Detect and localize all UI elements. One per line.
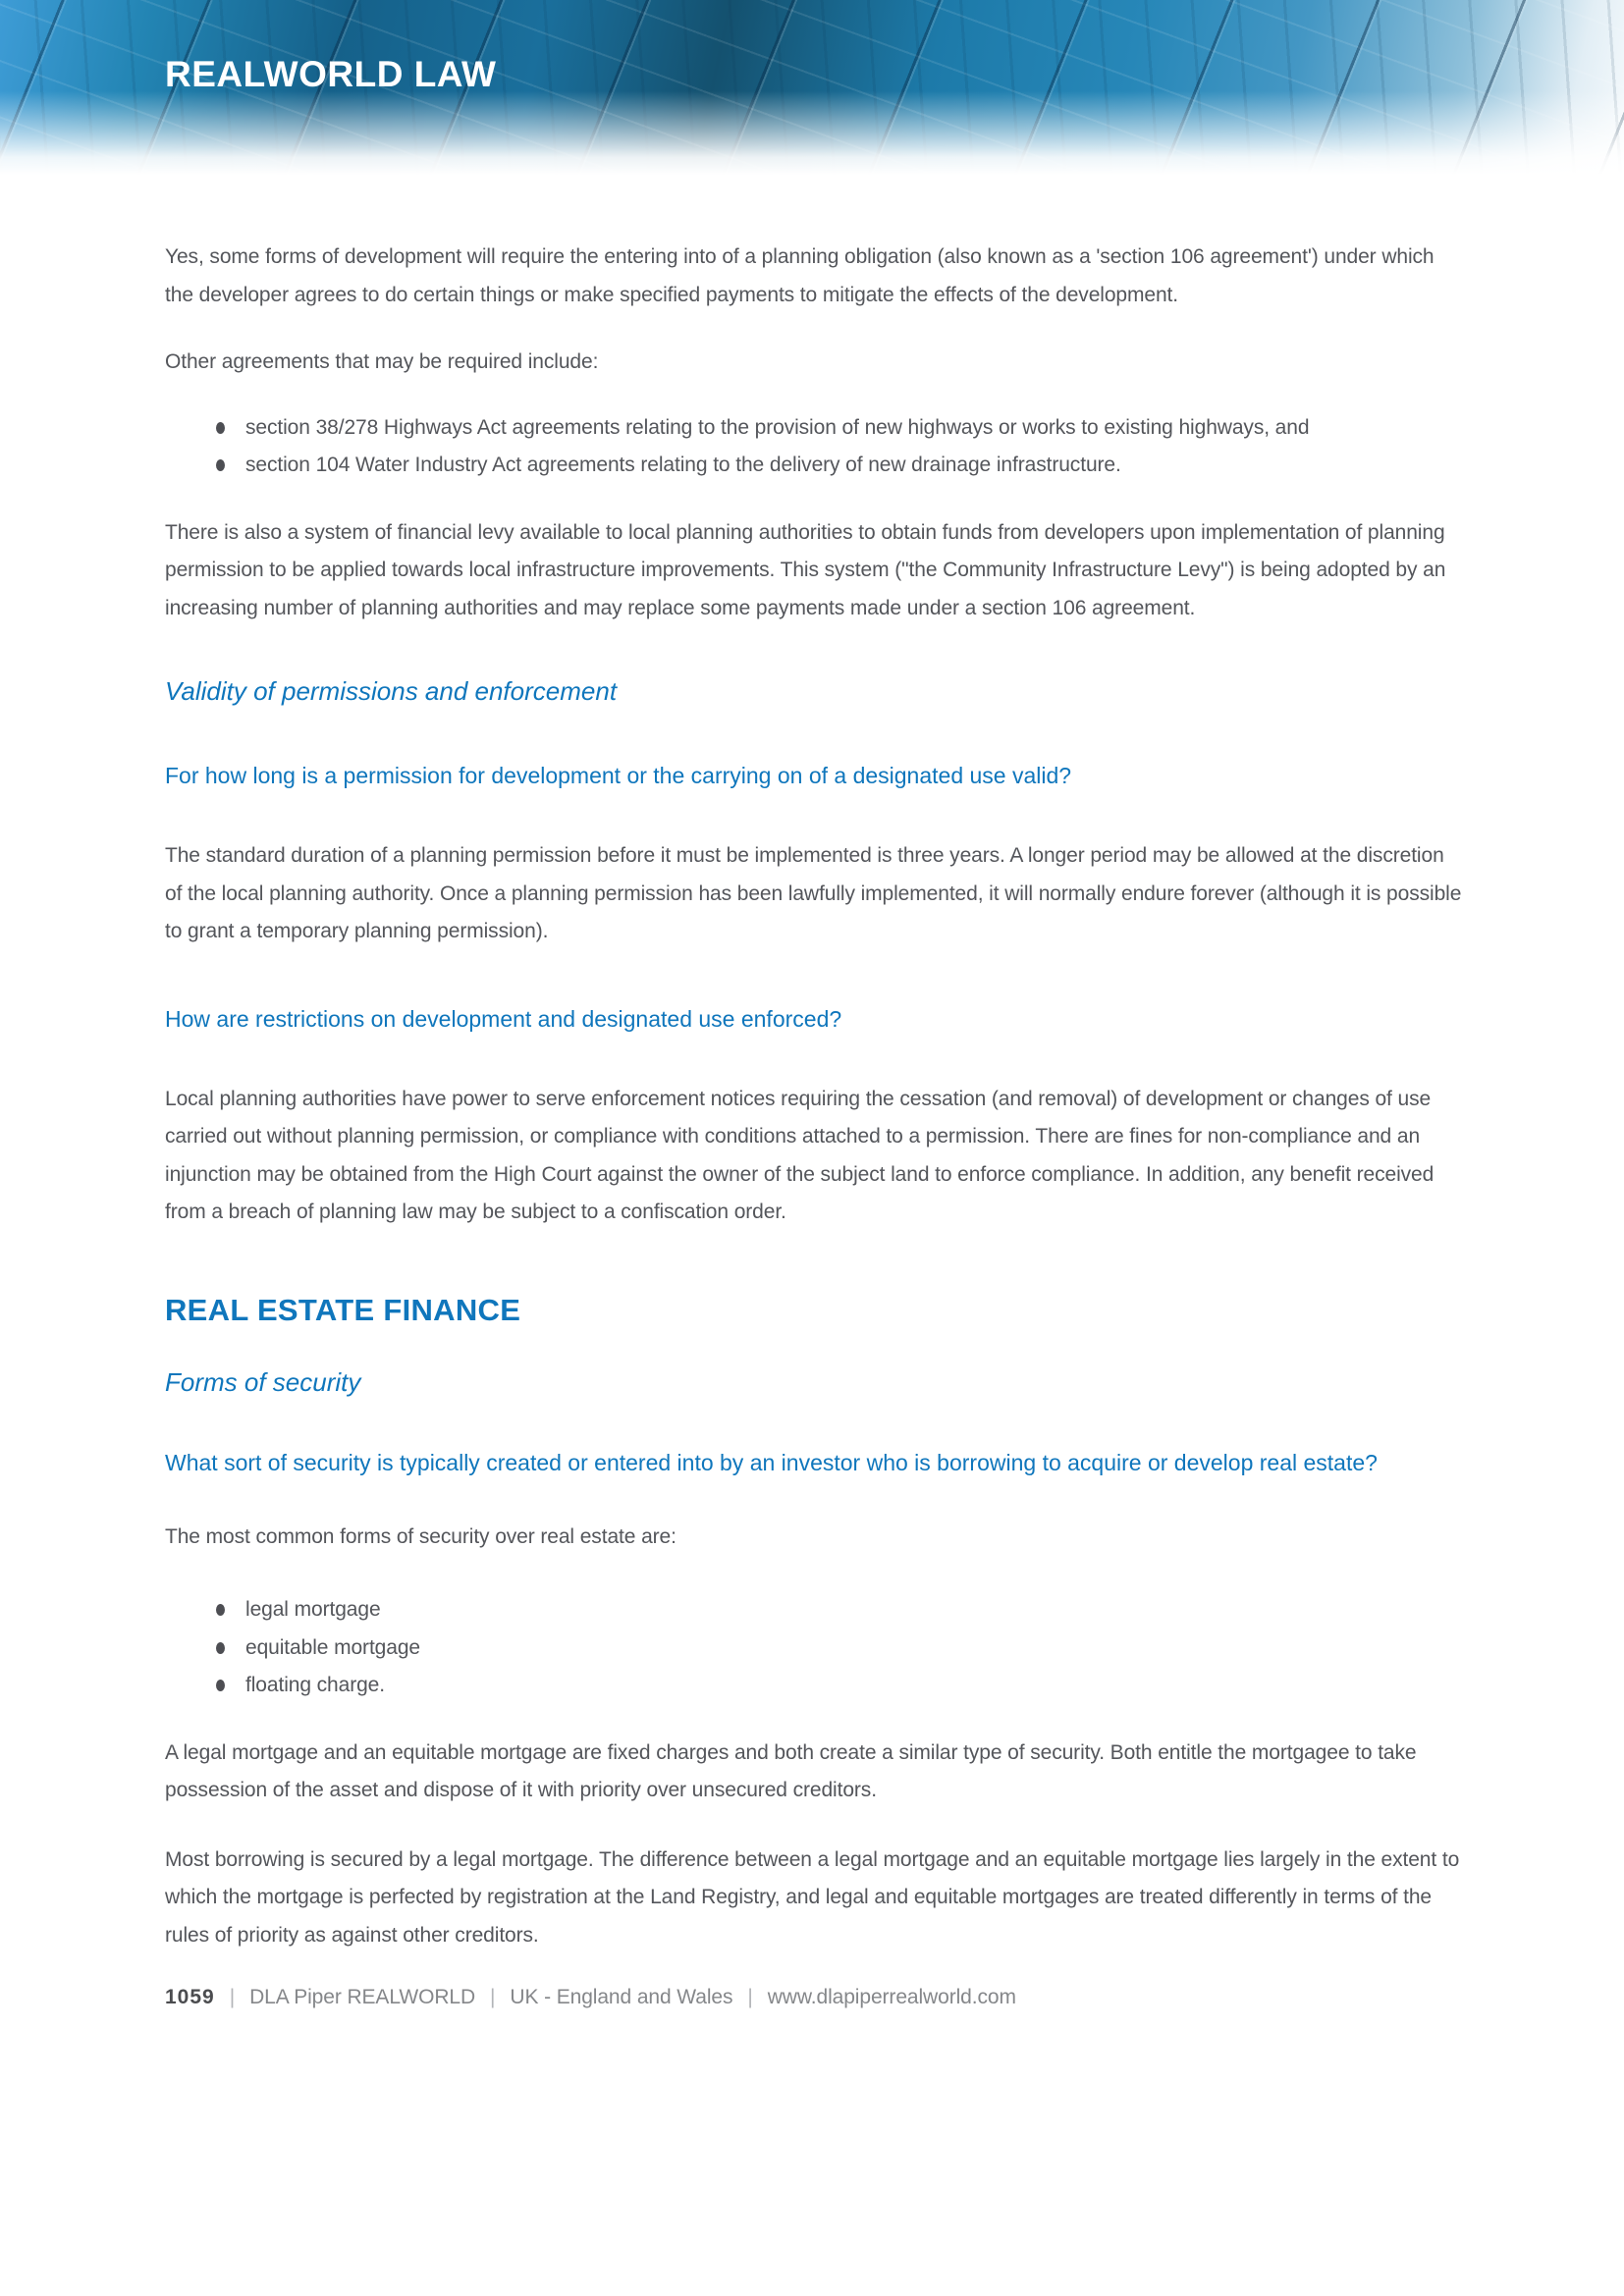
paragraph-legal-mortgage: Most borrowing is secured by a legal mortgage. The difference between a legal mortgage and an equitable mortgage lies largely in the extent to which the mortgage is perfected by registration at the Land Registry, and legal and equitable mortgages are treated differently in terms of the rules of priority as against other creditors. bbox=[165, 1847, 1460, 1947]
footer-item-publication: DLA Piper REALWORLD bbox=[249, 1986, 476, 2008]
footer-separator: | bbox=[490, 1986, 496, 2008]
paragraph-financial-levy: There is also a system of financial levy available to local planning authorities to obtain funds from developers upon implementation of planning permission to be applied towards local infrastructure improvements. This system ("the Community Infrastructure Levy") is being adopted by an increasing number of planning authorities and may replace some payments made under a section 106 agreement. bbox=[165, 520, 1446, 619]
list-item: floating charge. bbox=[214, 1667, 1463, 1705]
list-item: section 104 Water Industry Act agreements relating to the delivery of new drainage infrastructure. bbox=[214, 447, 1463, 485]
question-heading-security-types: What sort of security is typically created or entered into by an investor who is borrowing to acquire or develop real estate? bbox=[165, 1449, 1378, 1475]
footer-item-jurisdiction: UK - England and Wales bbox=[510, 1986, 733, 2008]
bullet-list-security-forms bbox=[165, 1591, 1463, 1705]
paragraph-other-agreements: Other agreements that may be required include: bbox=[165, 350, 599, 373]
list-item: equitable mortgage bbox=[214, 1629, 1463, 1668]
paragraph-fixed-charges: A legal mortgage and an equitable mortgage are fixed charges and both create a similar type of security. Both entitle the mortgagee to take possession of the asset and dispose of it with priority over unsecured creditors. bbox=[165, 1740, 1417, 1801]
paragraph-planning-obligation: Yes, some forms of development will require the entering into of a planning obligation (also known as a 'section 106 agreement') under which the developer agrees to do certain things or make specified payments to mitigate the effects of the development. bbox=[165, 245, 1435, 306]
section-heading-real-estate-finance: REAL ESTATE FINANCE bbox=[165, 1292, 521, 1327]
subsection-heading-validity: Validity of permissions and enforcement bbox=[165, 676, 618, 706]
footer-item-website: www.dlapiperrealworld.com bbox=[767, 1986, 1016, 2008]
page-footer bbox=[165, 1986, 1463, 2009]
paragraph-common-forms: The most common forms of security over real estate are: bbox=[165, 1524, 677, 1548]
paragraph-standard-duration: The standard duration of a planning permission before it must be implemented is three years. A longer period may be allowed at the discretion of the local planning authority. Once a planning permission has been lawfully implemented, it will normally endure forever (although it is possible to grant a temporary planning permission). bbox=[165, 844, 1462, 942]
question-heading-enforcement: How are restrictions on development and designated use enforced? bbox=[165, 1005, 842, 1032]
page-title: REALWORLD LAW bbox=[165, 54, 497, 94]
question-heading-permission-duration: For how long is a permission for development or the carrying on of a designated use valid? bbox=[165, 763, 1072, 788]
paragraph-enforcement-notices: Local planning authorities have power to serve enforcement notices requiring the cessation (and removal) of development or changes of use carried out without planning permission, or compliance with conditions attached to a permission. There are fines for non-compliance and an injunction may be obtained from the High Court against the owner of the subject land to enforce compliance. In addition, any benefit received from a breach of planning law may be subject to a confiscation order. bbox=[165, 1087, 1435, 1223]
page-header bbox=[0, 0, 1624, 175]
list-item: section 38/278 Highways Act agreements relating to the provision of new highways or works to existing highways, and bbox=[214, 409, 1463, 448]
bullet-list-agreements bbox=[165, 409, 1463, 485]
document-body bbox=[165, 175, 1463, 1954]
list-item: legal mortgage bbox=[214, 1591, 1463, 1629]
footer-separator: | bbox=[229, 1986, 236, 2008]
page-number: 1059 bbox=[165, 1986, 215, 2008]
subsection-heading-forms-of-security: Forms of security bbox=[165, 1366, 361, 1397]
footer-separator: | bbox=[747, 1986, 753, 2008]
